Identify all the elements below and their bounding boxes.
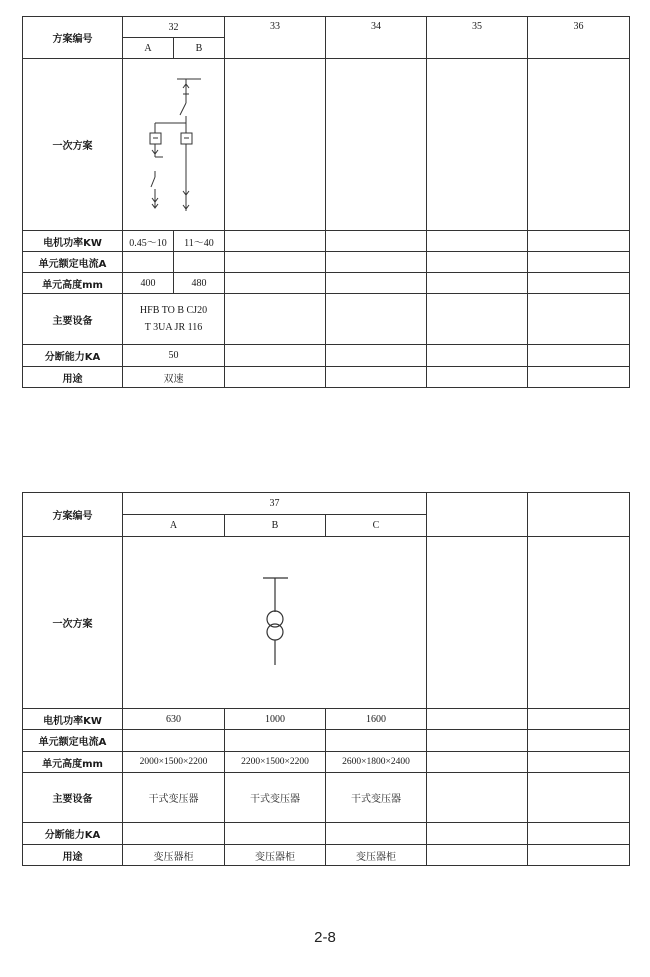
col-header-33: 33 (225, 17, 326, 59)
usage-c: 变压器柜 (326, 845, 427, 866)
motor-power-label: 电机功率KW (23, 709, 123, 730)
unit-height-b: 480 (174, 273, 225, 294)
primary-scheme-label: 一次方案 (23, 537, 123, 709)
col-header-36: 36 (528, 17, 630, 59)
transformer-symbol-icon (123, 537, 427, 708)
scheme-table-37 (22, 492, 630, 866)
primary-scheme-35 (427, 59, 528, 231)
equipment-line-1: HFB TO B CJ20 (139, 305, 208, 316)
equipment-line-2: T 3UA JR 116 (144, 322, 203, 333)
main-equipment-label: 主要设备 (23, 294, 123, 345)
usage-label: 用途 (23, 367, 123, 388)
scheme-table-32-36 (22, 16, 630, 388)
subcol-b: B (225, 515, 326, 537)
scheme-no-label: 方案编号 (23, 493, 123, 537)
breaking-capacity-label: 分断能力KA (23, 823, 123, 845)
usage-b: 变压器柜 (225, 845, 326, 866)
subcol-a: A (123, 38, 174, 59)
usage-label: 用途 (23, 845, 123, 866)
unit-height-b: 2200×1500×2200 (225, 752, 326, 773)
two-speed-motor-circuit-icon (123, 59, 225, 230)
subcol-c: C (326, 515, 427, 537)
main-equipment-c: 干式变压器 (326, 773, 427, 823)
usage-a: 变压器柜 (123, 845, 225, 866)
rated-current-label: 单元额定电流A (23, 252, 123, 273)
subcol-a: A (123, 515, 225, 537)
unit-height-a: 400 (123, 273, 174, 294)
motor-power-b: 11～40 (174, 231, 225, 252)
primary-scheme-33 (225, 59, 326, 231)
subcol-b: B (174, 38, 225, 59)
motor-power-b: 1000 (225, 709, 326, 730)
motor-power-a: 0.45～10 (123, 231, 174, 252)
unit-height-label: 单元高度mm (23, 273, 123, 294)
unit-height-c: 2600×1800×2400 (326, 752, 427, 773)
rated-current-label: 单元额定电流A (23, 730, 123, 752)
col-header-35: 35 (427, 17, 528, 59)
unit-height-label: 单元高度mm (23, 752, 123, 773)
primary-scheme-diagram (123, 59, 225, 231)
scheme-no-label: 方案编号 (23, 17, 123, 59)
col-header-32: 32 (123, 17, 225, 38)
motor-power-label: 电机功率KW (23, 231, 123, 252)
primary-scheme-diagram (123, 537, 427, 709)
motor-power-c: 1600 (326, 709, 427, 730)
primary-scheme-label: 一次方案 (23, 59, 123, 231)
breaking-capacity-32: 50 (123, 345, 225, 367)
primary-scheme-34 (326, 59, 427, 231)
col-header-37: 37 (123, 493, 427, 515)
page-number: 2-8 (314, 929, 336, 946)
motor-power-a: 630 (123, 709, 225, 730)
main-equipment-a: 干式变压器 (123, 773, 225, 823)
col-header-34: 34 (326, 17, 427, 59)
usage-32: 双速 (123, 367, 225, 388)
unit-height-a: 2000×1500×2200 (123, 752, 225, 773)
main-equipment-b: 干式变压器 (225, 773, 326, 823)
primary-scheme-36 (528, 59, 630, 231)
breaking-capacity-label: 分断能力KA (23, 345, 123, 367)
main-equipment-label: 主要设备 (23, 773, 123, 823)
main-equipment-32 (123, 294, 225, 345)
